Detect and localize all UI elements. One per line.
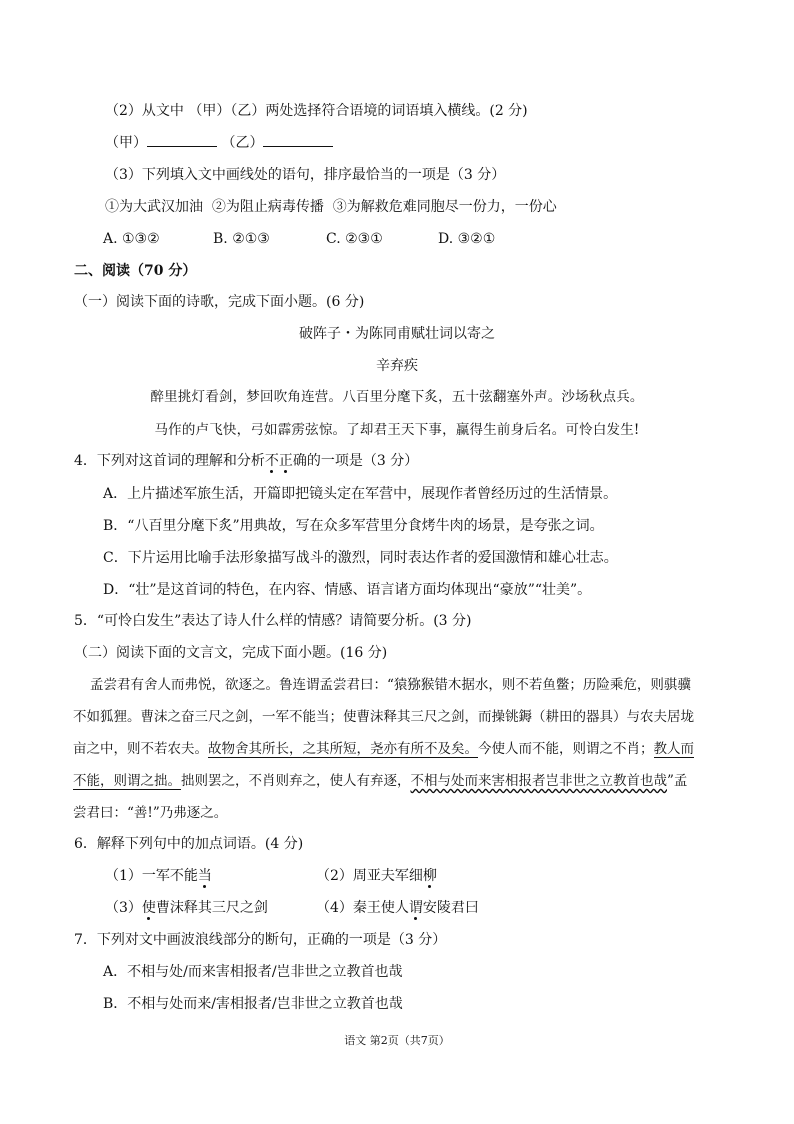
q3-choice-c: C. ②③① [326,231,383,247]
poem-line-2: 马作的卢飞快，弓如霹雳弦惊。了却君王天下事，赢得生前身后名。可怜白发生! [154,422,640,438]
q6-item-4-emphasis: 谓 [408,900,423,916]
q2-label-yi: （乙） [221,135,264,151]
q5-stem: 5．“可怜白发生”表达了诗人什么样的情感？请简要分析。(3 分) [74,613,472,629]
q4-option-b: B．“八百里分麾下炙”用典故，写在众多军营里分食烤牛肉的场景，是夸张之词。 [103,518,604,534]
classic-line-3-text: 亩之中，则不若农夫。 [73,741,208,757]
classic-line-4-mid: 拙则罢之，不肖则弃之，使人有弃逐， [181,773,411,789]
q6-item-3-text: 曹沫释其三尺之剑 [155,900,268,916]
q4-stem-text-a: 4．下列对这首词的理解和分析 [74,453,265,469]
poem-title: 破阵子・为陈同甫赋壮词以寄之 [299,326,495,342]
q4-option-c: C．下片运用比喻手法形象描写战斗的激烈，同时表达作者的爱国激情和雄心壮志。 [103,550,618,566]
q2-blanks [105,133,333,153]
classic-line-3-mid: 今使人而不能，则谓之不肖； [478,741,654,757]
q6-item-4 [316,898,479,918]
q2-blank-yi[interactable] [263,133,333,147]
q2-label-jia: （甲） [105,135,147,151]
classic-line-4-end: ”孟 [667,773,688,789]
underlined-sentence-2a: 教人而 [653,741,694,757]
q4-emphasis-2: 正 [278,453,293,469]
q6-item-3-number: （3） [105,900,142,916]
q6-stem: 6．解释下列句中的加点词语。(4 分) [74,836,304,852]
q6-item-1 [105,866,212,886]
q6-item-2 [316,866,437,886]
q6-item-4-text-a: （4）秦王使人 [316,900,409,916]
q6-item-4-text-b: 安陵君曰 [422,900,479,916]
section-title: 二、阅读（70 分） [74,263,197,279]
q6-item-1-emphasis: 当 [197,868,212,884]
q4-emphasis-1: 不 [264,453,279,469]
q6-item-3 [105,898,268,918]
q3-choice-b: B. ②①③ [213,231,270,247]
q3-options: ①为大武汉加油 ②为阻止病毒传播 ③为解救危难同胞尽一份力，一份心 [105,199,557,215]
classic-line-4 [73,771,687,791]
q7-option-a: A．不相与处/而来害相报者/岂非世之立教首也哉 [103,964,403,980]
poem-author: 辛弃疾 [376,358,418,374]
underlined-sentence-1: 故物舍其所长，之其所短，尧亦有所不及矣。 [208,741,478,757]
classic-line-3 [73,739,694,759]
q3-stem: （3）下列填入文中画线处的语句，排序最恰当的一项是（3 分） [105,167,506,183]
classic-line-5: 尝君曰：“善!”乃弗逐之。 [73,805,228,821]
q6-item-3-emphasis: 使 [141,900,156,916]
q3-choice-d: D. ③②① [438,231,496,247]
q6-item-2-emphasis: 柳 [422,868,437,884]
page-footer: 语文 第2页（共7页） [344,1034,450,1047]
q2-stem: （2）从文中 （甲）（乙）两处选择符合语境的词语填入横线。(2 分) [105,103,528,119]
poem-line-1: 醉里挑灯看剑，梦回吹角连营。八百里分麾下炙，五十弦翻塞外声。沙场秋点兵。 [150,389,644,405]
q4-stem-text-b: 确的一项是（3 分） [292,453,419,469]
q4-option-d: D．“壮”是这首词的特色，在内容、情感、语言诸方面均体现出“豪放”“壮美”。 [103,582,592,598]
q4-stem [74,451,418,471]
q6-item-2-text: （2）周亚夫军细 [316,868,423,884]
underlined-sentence-2b: 不能，则谓之拙。 [73,773,181,789]
q2-blank-jia[interactable] [147,133,217,147]
part2-intro: （二）阅读下面的文言文，完成下面小题。(16 分) [74,645,388,661]
classic-line-2: 不如狐狸。曹沫之奋三尺之剑，一军不能当；使曹沫释其三尺之剑，而操铫鎒（耕田的器具）与农夫居垅 [73,709,694,725]
wavy-underlined-sentence: 不相与处而来害相报者岂非世之立教首也哉 [410,773,667,789]
q7-option-b: B．不相与处而来/害相报者/岂非世之立教首也哉 [103,996,403,1012]
q6-item-1-text: （1）一军不能 [105,868,198,884]
classic-line-1: 孟尝君有舍人而弗悦，欲逐之。鲁连谓孟尝君曰：“猿猕猴错木据水，则不若鱼鳖；历险乘危，则骐骥 [90,677,691,693]
part1-intro: （一）阅读下面的诗歌，完成下面小题。(6 分) [74,294,365,310]
q3-choice-a: A. ①③② [103,231,160,247]
q4-option-a: A．上片描述军旅生活，开篇即把镜头定在军营中，展现作者曾经历过的生活情景。 [103,486,618,502]
q7-stem: 7．下列对文中画波浪线部分的断句，正确的一项是（3 分） [74,932,447,948]
